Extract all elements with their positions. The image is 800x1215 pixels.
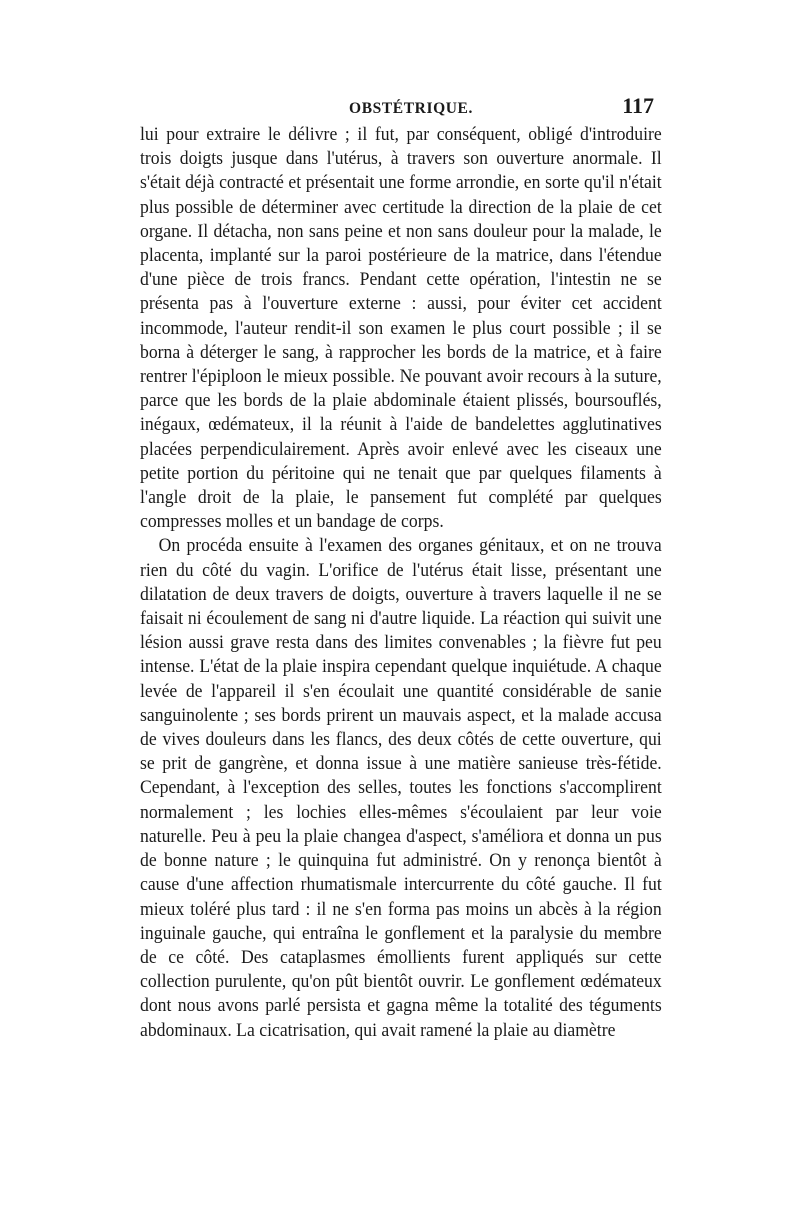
paragraph-continued: lui pour extraire le délivre ; il fut, par conséquent, obligé d'introduire trois doigts jusque dans l'utérus, à travers son ouverture anormale. Il s'était déjà contracté et présentait une forme arrondie, en sorte qu'il n'était plus possible de déterminer avec certitude la direction de la plaie de cet organe. Il détacha, non sans peine et non sans douleur pour la malade, le placenta, implanté sur la paroi postérieure de la matrice, dans l'étendue d'une pièce de trois francs. Pendant cette opération, l'intestin ne se présenta pas à l'ouverture externe : aussi, pour éviter cet accident incommode, l'auteur rendit-il son examen le plus court possible ; il se borna à déterger le sang, à rapprocher les bords de la matrice, et à faire rentrer l'épiploon le mieux possible. Ne pouvant avoir recours à la suture, parce que les bords de la plaie abdominale étaient plissés, boursouflés, inégaux, œdémateux, il la réunit à l'aide de bandelettes agglutinatives placées perpendiculairement. Après avoir enlevé avec les ciseaux une petite portion du péritoine qui ne tenait que par quelques filaments à l'angle droit de la plaie, le pansement fut complété par quelques compresses molles et un bandage de corps.: [140, 124, 662, 533]
running-head: [140, 93, 662, 123]
paragraph: On procéda ensuite à l'examen des organes génitaux, et on ne trouva rien du côté du vagin. L'orifice de l'utérus était lisse, présentant une dilatation de deux travers de doigts, ouverture à travers laquelle il ne se faisait ni écoulement de sang ni d'autre liquide. La réaction qui suivit une lésion aussi grave resta dans des limites convenables ; la fièvre fut peu intense. L'état de la plaie inspira cependant quelque inquiétude. A chaque levée de l'appareil il s'en écoulait une quantité considérable de sanie sanguinolente ; ses bords prirent un mauvais aspect, et la malade accusa de vives douleurs dans les flancs, des deux côtés de cette ouverture, qui se prit de gangrène, et donna issue à une matière sanieuse très-fétide. Cependant, à l'exception des selles, toutes les fonctions s'accomplirent normalement ; les lochies elles-mêmes s'écoulaient par leur voie naturelle. Peu à peu la plaie changea d'aspect, s'améliora et donna un pus de bonne nature ; le quinquina fut administré. On y renonça bientôt à cause d'une affection rhumatismale intercurrente du côté gauche. Il fut mieux toléré plus tard : il ne s'en forma pas moins un abcès à la région inguinale gauche, qui entraîna le gonflement et la paralysie du membre de ce côté. Des cataplasmes émollients furent appliqués sur cette collection purulente, qu'on pût bientôt ouvrir. Le gonflement œdémateux dont nous avons parlé persista et gagna même la totalité des téguments abdominaux. La cicatrisation, qui avait ramené la plaie au diamètre: [140, 535, 662, 1041]
running-title: OBSTÉTRIQUE.: [349, 100, 473, 117]
book-page: [140, 93, 662, 1043]
page-number: 117: [622, 93, 654, 118]
body-text: [140, 123, 662, 1043]
